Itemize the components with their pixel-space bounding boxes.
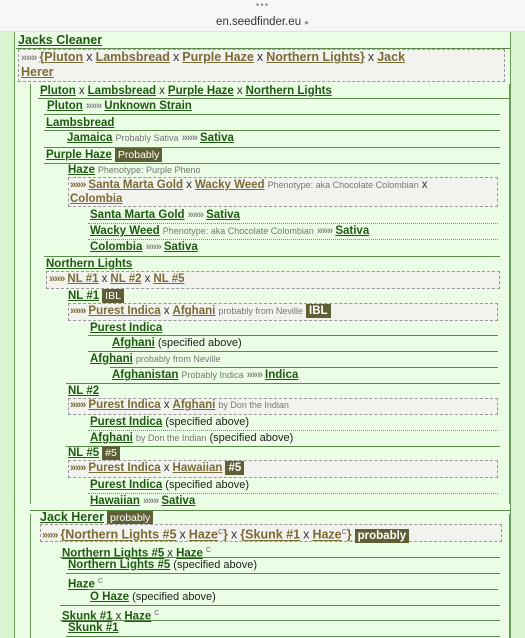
browser-address-bar[interactable] — [0, 0, 525, 32]
nl2-line — [68, 384, 99, 399]
divider — [66, 383, 500, 384]
strain-link-lambsbread[interactable]: Lambsbread — [87, 85, 157, 97]
arrows-icon: »»» — [70, 305, 86, 317]
cross-x: x — [144, 273, 151, 285]
strain-link-hawaiian[interactable]: Hawaiian — [90, 495, 140, 507]
brace-open: { — [240, 527, 246, 542]
strain-link-purest-indica[interactable]: Purest Indica — [88, 462, 161, 474]
divider — [66, 446, 500, 447]
strain-link-purest-indica[interactable]: Purest Indica — [90, 479, 163, 491]
cross-x: x — [163, 462, 170, 474]
strain-link-purest-indica[interactable]: Purest Indica — [88, 399, 161, 411]
arrows-icon: »»» — [145, 241, 161, 253]
strain-title — [18, 33, 102, 49]
ibl-badge: IBL — [306, 304, 331, 318]
url-text[interactable] — [0, 15, 525, 30]
pluton-line — [47, 99, 192, 114]
strain-link-lambsbread[interactable]: Lambsbread — [46, 117, 115, 129]
strain-link-jacks-cleaner[interactable]: Jacks Cleaner — [18, 33, 103, 47]
strain-note: Phenotype: aka Chocolate Colombian — [267, 180, 419, 190]
status-badge: Probably — [115, 148, 162, 162]
nl2-cross — [70, 398, 289, 413]
divider — [66, 573, 500, 574]
strain-link-nl5[interactable]: NL #5 — [68, 447, 100, 459]
url-label: en.seedfinder.eu — [216, 16, 302, 28]
strain-note: probably from Neville — [218, 306, 303, 316]
strain-link-haze[interactable]: Haze — [312, 527, 342, 542]
purple-haze-cross-wrap — [70, 192, 122, 207]
strain-link-jack-herer-cont[interactable]: Herer — [21, 65, 54, 79]
arrows-icon: »»» — [181, 132, 197, 144]
strain-link-purest-indica[interactable]: Purest Indica — [90, 322, 163, 334]
arrows-icon: »»» — [70, 399, 86, 411]
strain-link-nl2[interactable]: NL #2 — [110, 273, 142, 285]
cross-x: x — [101, 273, 108, 285]
strain-link-nl1[interactable]: NL #1 — [67, 273, 99, 285]
divider — [66, 636, 500, 637]
strain-link-sativa[interactable]: Sativa — [200, 132, 234, 144]
strain-link-afghani[interactable]: Afghani — [90, 432, 133, 444]
strain-link-northern-lights[interactable]: Northern Lights — [46, 258, 133, 270]
arrows-icon: »»» — [316, 225, 333, 237]
strain-link-purple-haze[interactable]: Purple Haze — [167, 85, 234, 97]
specified-above-text: (specified above) — [165, 416, 250, 428]
strain-link-unknown-strain[interactable]: Unknown Strain — [104, 100, 192, 112]
strain-link-pluton[interactable]: Pluton — [40, 85, 76, 97]
strain-link-santa-marta-gold[interactable]: Santa Marta Gold — [88, 179, 183, 191]
strain-link-afghani[interactable]: Afghani — [172, 305, 216, 317]
arrows-icon: »»» — [49, 273, 65, 285]
status-badge: probably — [355, 529, 410, 543]
strain-link-nl2[interactable]: NL #2 — [68, 385, 100, 397]
cross-x: x — [163, 399, 170, 411]
strain-note: by Don the Indian — [135, 433, 207, 443]
strain-link-afghani[interactable]: Afghani — [172, 399, 216, 411]
cross-x: x — [236, 85, 243, 97]
strain-link-skunk-1[interactable]: Skunk #1 — [62, 610, 113, 623]
lock-icon: ● — [304, 18, 309, 27]
cross-x: x — [167, 547, 174, 560]
arrows-icon: »»» — [70, 179, 86, 191]
purple-haze-line — [46, 148, 162, 163]
strain-link-purple-haze[interactable]: Purple Haze — [46, 149, 112, 161]
strain-link-afghani[interactable]: Afghani — [112, 337, 155, 349]
nl2-af-line — [90, 431, 293, 446]
specified-above-text: (specified above) — [209, 432, 294, 444]
arrows-icon: »»» — [21, 52, 37, 64]
nl5-cross — [70, 461, 244, 476]
arrows-icon: »»» — [42, 529, 58, 542]
strain-link-haze[interactable]: Haze — [188, 527, 218, 542]
cross-x: x — [303, 527, 310, 542]
strain-link-pluton[interactable]: Pluton — [44, 50, 84, 64]
purest-indica-line — [90, 321, 162, 336]
strain-link-sativa[interactable]: Sativa — [161, 495, 196, 507]
clone-mark: C — [97, 578, 103, 585]
brace-close: } — [346, 527, 352, 542]
strain-link-haze[interactable]: Haze — [176, 547, 203, 560]
lambsbread-line — [46, 116, 114, 131]
arrows-icon: »»» — [85, 100, 102, 112]
strain-link-haze[interactable]: Haze — [68, 578, 95, 591]
jh-sk1-line — [68, 621, 119, 636]
brace-open: { — [39, 50, 45, 64]
clone-mark: C — [217, 529, 224, 536]
cross-x: x — [159, 85, 165, 97]
root-cross-line-wrap — [21, 65, 54, 81]
strain-link-sativa[interactable]: Sativa — [163, 241, 198, 253]
colombia-line — [90, 240, 198, 255]
specified-above-text: (specified above) — [173, 559, 258, 571]
root-cross-line — [21, 50, 405, 66]
strain-link-purest-indica[interactable]: Purest Indica — [88, 305, 161, 317]
cross-x: x — [172, 50, 180, 64]
cross-x: x — [421, 179, 428, 191]
ibl-badge: IBL — [102, 289, 124, 303]
status-badge: probably — [107, 511, 153, 525]
arrows-icon: »»» — [70, 462, 86, 474]
pheno-badge: #5 — [225, 461, 244, 475]
specified-above-text: (specified above) — [165, 479, 250, 491]
purple-haze-cross — [70, 178, 428, 193]
strain-link-colombia[interactable]: Colombia — [70, 193, 123, 205]
strain-link-afghani[interactable]: Afghani — [90, 353, 133, 365]
strain-link-skunk-1[interactable]: Skunk #1 — [68, 622, 119, 634]
arrows-icon: »»» — [142, 495, 159, 507]
northern-lights-line — [46, 257, 132, 272]
strain-link-sativa[interactable]: Sativa — [206, 209, 240, 221]
afghani-line — [90, 352, 220, 367]
divider — [60, 620, 500, 621]
strain-link-jack-herer[interactable]: Jack Herer — [40, 510, 104, 524]
strain-link-santa-marta-gold[interactable]: Santa Marta Gold — [90, 209, 185, 221]
nl2-pi-line — [90, 415, 249, 430]
strain-link-northern-lights[interactable]: Northern Lights — [245, 85, 332, 97]
wacky-weed-line — [90, 224, 369, 239]
strain-note: probably from Neville — [135, 354, 221, 364]
divider — [44, 114, 500, 115]
strain-note: by Don the Indian — [218, 400, 289, 410]
strain-link-jack-herer[interactable]: Jack — [377, 50, 406, 64]
strain-note: Phenotype: aka Chocolate Colombian — [162, 226, 314, 236]
afghanistan-line — [112, 368, 298, 383]
hawaiian-line — [90, 494, 195, 509]
haze-line — [68, 163, 201, 178]
strain-link-haze[interactable]: Haze — [68, 164, 95, 176]
nl5-pi-line — [90, 478, 249, 493]
strain-link-wacky-weed[interactable]: Wacky Weed — [194, 179, 265, 191]
strain-link-northern-lights-5[interactable]: Northern Lights #5 — [65, 527, 177, 542]
cross-x: x — [367, 50, 375, 64]
tab-dots-icon[interactable]: ••• — [255, 0, 270, 11]
nl1-line — [68, 289, 124, 304]
northern-lights-cross — [49, 272, 185, 287]
strain-link-wacky-weed[interactable]: Wacky Weed — [90, 225, 160, 237]
strain-link-hawaiian[interactable]: Hawaiian — [172, 462, 223, 474]
strain-link-northern-lights-5[interactable]: Northern Lights #5 — [68, 559, 171, 571]
cross-x: x — [230, 527, 238, 542]
brace-close: } — [223, 527, 228, 542]
parent-line-1 — [40, 84, 332, 99]
brace-open: { — [60, 527, 66, 542]
jh-ohaze-line — [90, 590, 216, 605]
nl5-line — [68, 446, 120, 461]
specified-above-text: (specified above) — [132, 591, 216, 603]
strain-link-lambsbread[interactable]: Lambsbread — [95, 50, 170, 64]
strain-note: Probably Sativa — [115, 133, 179, 143]
strain-link-northern-lights-5[interactable]: Northern Lights #5 — [62, 547, 165, 560]
genealogy-tree — [0, 32, 525, 638]
cross-x: x — [179, 527, 186, 542]
brace-close: } — [359, 50, 365, 64]
clone-mark: C — [206, 547, 212, 554]
pheno-badge: #5 — [102, 446, 120, 460]
cross-x: x — [86, 50, 93, 64]
strain-note: Probably Indica — [181, 370, 244, 380]
strain-link-o-haze[interactable]: O Haze — [90, 591, 129, 603]
cross-x: x — [78, 85, 85, 97]
arrows-icon: »»» — [187, 209, 203, 221]
clone-mark: C — [154, 610, 160, 617]
strain-link-pluton[interactable]: Pluton — [47, 100, 83, 112]
strain-link-nl5[interactable]: NL #5 — [153, 273, 185, 285]
cross-x: x — [186, 179, 192, 191]
strain-link-nl1[interactable]: NL #1 — [68, 290, 100, 302]
strain-link-skunk-1[interactable]: Skunk #1 — [245, 527, 301, 542]
strain-link-indica[interactable]: Indica — [265, 369, 299, 381]
cross-x: x — [256, 50, 264, 64]
strain-link-sativa[interactable]: Sativa — [335, 225, 370, 237]
strain-link-northern-lights[interactable]: Northern Lights — [266, 50, 360, 64]
cross-x: x — [163, 305, 170, 317]
strain-link-colombia[interactable]: Colombia — [90, 241, 143, 253]
arrows-icon: »»» — [246, 369, 262, 381]
strain-note: Phenotype: Purple Pheno — [97, 165, 201, 175]
clone-mark: C — [341, 529, 347, 536]
jack-herer-cross — [42, 525, 409, 544]
cross-x: x — [115, 610, 122, 623]
pi-afghani-line — [112, 336, 242, 351]
jamaica-line — [67, 131, 234, 146]
nl1-cross — [70, 304, 331, 319]
strain-link-purest-indica[interactable]: Purest Indica — [90, 416, 163, 428]
strain-link-haze[interactable]: Haze — [124, 610, 152, 623]
strain-link-afghanistan[interactable]: Afghanistan — [112, 369, 179, 381]
specified-above-text: (specified above) — [157, 337, 242, 349]
strain-link-purple-haze[interactable]: Purple Haze — [182, 50, 254, 64]
smg-line — [90, 208, 240, 223]
strain-link-jamaica[interactable]: Jamaica — [67, 132, 113, 144]
jh-nl5-line — [68, 558, 257, 573]
